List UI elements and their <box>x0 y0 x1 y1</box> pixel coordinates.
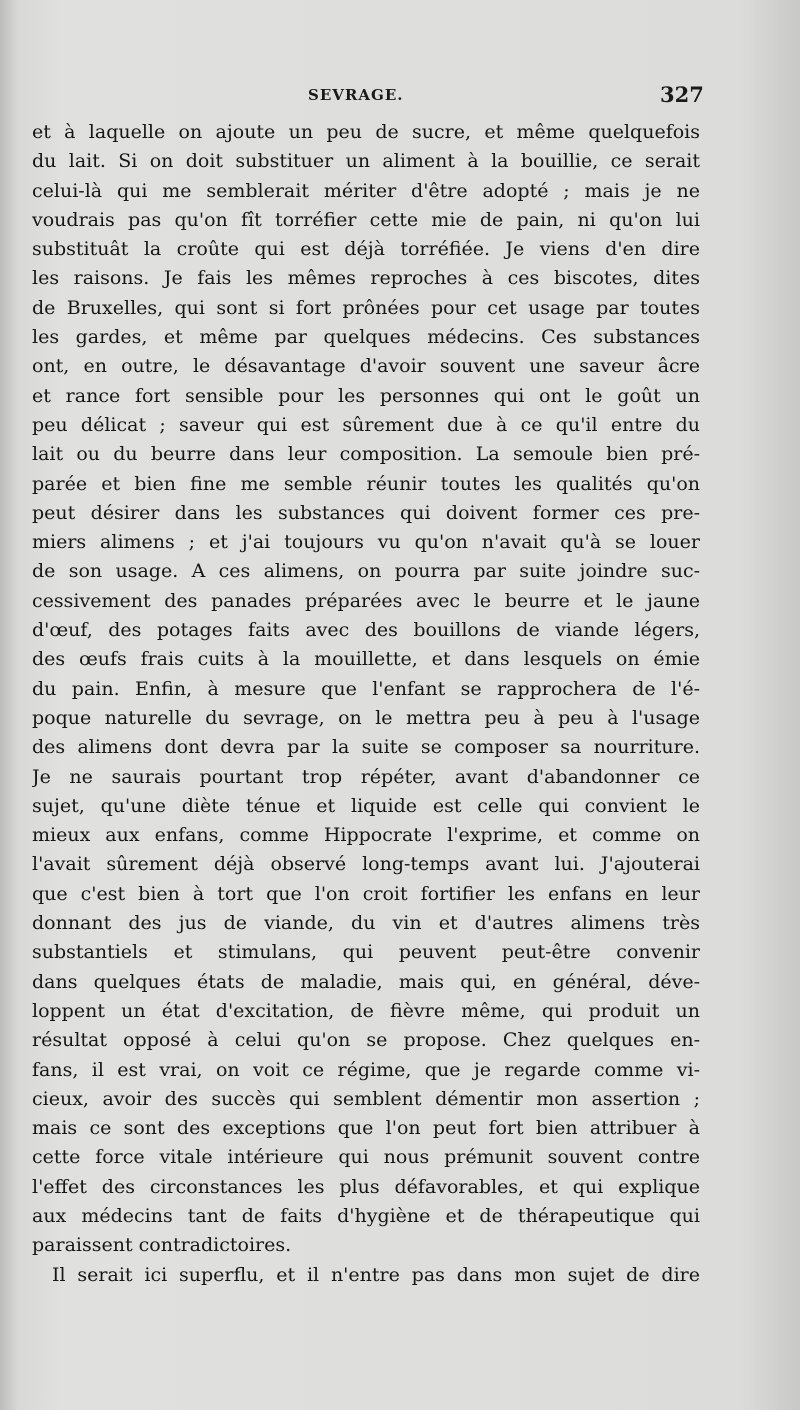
text-line: miers alimens ; et j'ai toujours vu qu'on n'avait qu'à se louer <box>32 531 700 554</box>
text-line: que c'est bien à tort que l'on croit fortifier les enfans en leur <box>32 882 700 905</box>
text-line: du pain. Enfin, à mesure que l'enfant se rapprochera de l'é- <box>32 677 700 700</box>
text-line: celui-là qui me semblerait mériter d'être adopté ; mais je ne <box>32 179 700 202</box>
text-line: l'effet des circonstances les plus défavorables, et qui explique <box>32 1175 700 1198</box>
text-line: aux médecins tant de faits d'hygiène et de thérapeutique qui <box>32 1204 700 1227</box>
text-line: loppent un état d'excitation, de fièvre même, qui produit un <box>32 999 700 1022</box>
text-line: d'œuf, des potages faits avec des bouillons de viande légers, <box>32 619 700 642</box>
text-line: mais ce sont des exceptions que l'on peut fort bien attribuer à <box>32 1117 700 1140</box>
text-line: poque naturelle du sevrage, on le mettra peu à peu à l'usage <box>32 706 700 729</box>
text-line: cieux, avoir des succès qui semblent démentir mon assertion ; <box>32 1087 700 1110</box>
text-line: et à laquelle on ajoute un peu de sucre, et même quelquefois <box>32 121 700 143</box>
text-line: peu délicat ; saveur qui est sûrement due à ce qu'il entre du <box>32 413 700 436</box>
text-line: cessivement des panades préparées avec le beurre et le jaune <box>32 589 700 612</box>
text-line: substituât la croûte qui est déjà torréfiée. Je viens d'en dire <box>32 238 700 261</box>
body-text <box>32 118 700 1290</box>
text-line: lait ou du beurre dans leur composition. La semoule bien pré- <box>32 443 700 466</box>
text-line: des œufs frais cuits à la mouillette, et dans lesquels on émie <box>32 648 700 671</box>
page-number: 327 <box>660 82 704 107</box>
text-line: mieux aux enfans, comme Hippocrate l'exprime, et comme on <box>32 824 700 847</box>
page-header <box>0 82 800 116</box>
text-line: sujet, qu'une diète ténue et liquide est celle qui convient le <box>32 794 700 817</box>
text-line: et rance fort sensible pour les personnes qui ont le goût un <box>32 384 700 407</box>
text-line: parée et bien fine me semble réunir toutes les qualités qu'on <box>32 472 700 495</box>
text-line: fans, il est vrai, on voit ce régime, que je regarde comme vi- <box>32 1058 700 1081</box>
text-line: voudrais pas qu'on fît torréfier cette mie de pain, ni qu'on lui <box>32 208 700 231</box>
text-line: les gardes, et même par quelques médecins. Ces substances <box>32 326 700 349</box>
paragraph-start-line: Il serait ici superflu, et il n'entre pas dans mon sujet de dire <box>52 1263 700 1286</box>
text-line: des alimens dont devra par la suite se composer sa nourriture. <box>32 736 700 759</box>
text-line: dans quelques états de maladie, mais qui, en général, déve- <box>32 970 700 993</box>
text-line: les raisons. Je fais les mêmes reproches à ces biscotes, dites <box>32 267 700 290</box>
text-line: de Bruxelles, qui sont si fort prônées pour cet usage par toutes <box>32 296 700 319</box>
text-line: Je ne saurais pourtant trop répéter, avant d'abandonner ce <box>32 765 700 788</box>
text-line: ont, en outre, le désavantage d'avoir souvent une saveur âcre <box>32 355 700 378</box>
text-line: l'avait sûrement déjà observé long-temps avant lui. J'ajouterai <box>32 853 700 876</box>
text-line: donnant des jus de viande, du vin et d'autres alimens très <box>32 912 700 935</box>
text-line: substantiels et stimulans, qui peuvent peut-être convenir <box>32 941 700 964</box>
paragraph-end-line: paraissent contradictoires. <box>32 1234 292 1257</box>
running-head: SEVRAGE. <box>308 86 404 104</box>
text-line: peut désirer dans les substances qui doivent former ces pre- <box>32 501 700 524</box>
text-line: du lait. Si on doit substituer un aliment à la bouillie, ce serait <box>32 150 700 173</box>
text-line: résultat opposé à celui qu'on se propose. Chez quelques en- <box>32 1029 700 1052</box>
text-line: de son usage. A ces alimens, on pourra par suite joindre suc- <box>32 560 700 583</box>
text-line: cette force vitale intérieure qui nous prémunit souvent contre <box>32 1146 700 1169</box>
